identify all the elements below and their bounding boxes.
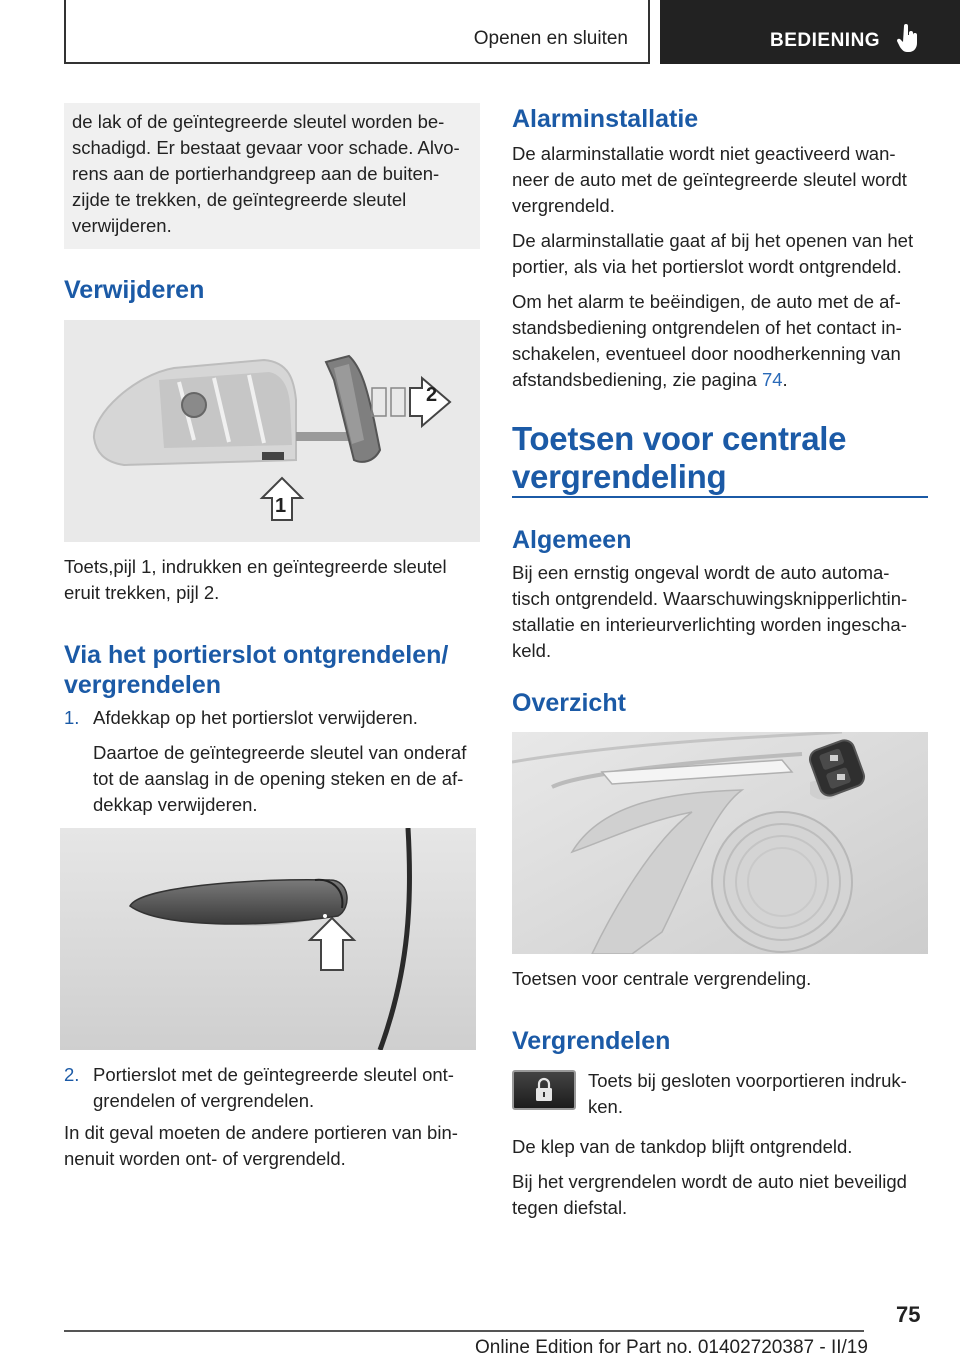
- alarm-line: De alarminstallatie wordt niet geactiveerd wan-: [512, 143, 896, 164]
- lock-line: ken.: [588, 1096, 623, 1117]
- general-line: Bij een ernstig ongeval wordt de auto automa-: [512, 562, 890, 583]
- warning-note-box: [64, 103, 480, 249]
- footer-rule: [64, 1330, 864, 1332]
- lock-paragraph-1: De klep van de tankdop blijft ontgrendeld.: [512, 1136, 853, 1157]
- caption-line: Toets,pijl 1, indrukken en geïntegreerde sleutel: [64, 556, 447, 577]
- general-paragraph: [512, 560, 932, 673]
- step-2: [64, 1062, 480, 1116]
- step-line: dekkap verwijderen.: [93, 794, 258, 815]
- heading-line: Via het portierslot ontgrendelen/: [64, 641, 449, 669]
- alarm-line: schakelen, eventueel door noodherkenning van: [512, 343, 901, 364]
- heading-rule: [512, 496, 928, 498]
- header-frame: [64, 0, 650, 64]
- arrow-1-label: 1: [275, 495, 287, 517]
- alarm-heading: Alarminstallatie: [512, 105, 699, 133]
- remove-heading: Verwijderen: [64, 276, 205, 304]
- alarm-line: afstandsbediening, zie pagina: [512, 369, 762, 390]
- header-section-title: Openen en sluiten: [473, 28, 628, 49]
- lock-line: Toets bij gesloten voorportieren indruk-: [588, 1070, 907, 1091]
- lock-line: tegen diefstal.: [512, 1197, 628, 1218]
- overview-caption-text: Toetsen voor centrale vergrendeling.: [512, 968, 812, 989]
- door-panel-illustration: [512, 732, 928, 954]
- note-line: zijde te trekken, de geïntegreerde sleutel: [72, 189, 407, 210]
- closing-paragraph: [64, 1120, 484, 1181]
- alarm-line: standsbediening ontgrendelen of het contact in-: [512, 317, 902, 338]
- alarm-line-end: .: [782, 369, 788, 390]
- key-removal-figure: [64, 320, 480, 542]
- central-locking-heading: [512, 420, 932, 496]
- alarm-line: De alarminstallatie gaat af bij het openen van het: [512, 230, 914, 251]
- alarm-line: Om het alarm te beëindigen, de auto met de af-: [512, 291, 901, 312]
- page-number: 75: [896, 1302, 921, 1327]
- padlock-icon: [514, 1072, 574, 1108]
- alarm-line: neer de auto met de geïntegreerde sleutel wordt: [512, 169, 907, 190]
- lock-heading: [64, 640, 484, 700]
- note-line: verwijderen.: [72, 215, 172, 236]
- alarm-text: [512, 141, 932, 402]
- step-line: tot de aanslag in de opening steken en de af-: [93, 768, 464, 789]
- hand-pointer-icon: [896, 24, 920, 54]
- arrow-2-label: 2: [426, 384, 438, 406]
- lock-button-heading: Vergrendelen: [512, 1027, 671, 1055]
- overview-heading: Overzicht: [512, 689, 626, 717]
- heading-line: vergrendeling: [512, 458, 727, 495]
- door-panel-figure: [512, 732, 928, 954]
- remove-caption: [64, 554, 480, 606]
- step-line: Portierslot met de geïntegreerde sleutel ont-: [93, 1064, 454, 1085]
- step-number: 2.: [64, 1064, 80, 1085]
- door-handle-figure: [60, 828, 476, 1050]
- header-chapter-label: BEDIENING: [770, 30, 881, 51]
- lock-paragraphs: [512, 1134, 932, 1230]
- note-line: rens aan de portierhandgreep aan de buiten-: [72, 163, 440, 184]
- step-line: Daartoe de geïntegreerde sleutel van onderaf: [93, 742, 467, 763]
- general-heading: Algemeen: [512, 526, 632, 554]
- lock-line: Bij het vergrendelen wordt de auto niet beveiligd: [512, 1171, 907, 1192]
- overview-caption: [512, 966, 932, 1001]
- closing-line: In dit geval moeten de andere portieren van bin-: [64, 1122, 458, 1143]
- closing-line: nenuit worden ont- of vergrendeld.: [64, 1148, 346, 1169]
- step-number: 1.: [64, 707, 80, 728]
- central-lock-button[interactable]: [512, 1070, 576, 1110]
- caption-line: eruit trekken, pijl 2.: [64, 582, 220, 603]
- page-reference-link[interactable]: 74: [761, 369, 783, 390]
- step-line: Afdekkap op het portierslot verwijderen.: [93, 707, 418, 728]
- alarm-line: portier, als via het portierslot wordt ontgrendeld.: [512, 256, 902, 277]
- heading-line: Toetsen voor centrale: [512, 420, 847, 457]
- footer-edition: Online Edition for Part no. 01402720387 - II/19: [475, 1337, 868, 1358]
- header-chapter-tab[interactable]: [660, 0, 960, 64]
- lock-button-text: [588, 1068, 933, 1120]
- door-handle-illustration: [60, 828, 476, 1050]
- general-line: tisch ontgrendeld. Waarschuwingsknipperlichtin-: [512, 588, 908, 609]
- step-1: [64, 705, 480, 825]
- general-line: stallatie en interieurverlichting worden ingescha-: [512, 614, 907, 635]
- general-line: keld.: [512, 640, 552, 661]
- note-line: de lak of de geïntegreerde sleutel worden be-: [72, 111, 445, 132]
- key-removal-illustration: [64, 320, 480, 542]
- alarm-line: vergrendeld.: [512, 195, 615, 216]
- step-line: grendelen of vergrendelen.: [93, 1090, 315, 1111]
- note-line: schadigd. Er bestaat gevaar voor schade. Alvo-: [72, 137, 460, 158]
- heading-line: vergrendelen: [64, 671, 222, 699]
